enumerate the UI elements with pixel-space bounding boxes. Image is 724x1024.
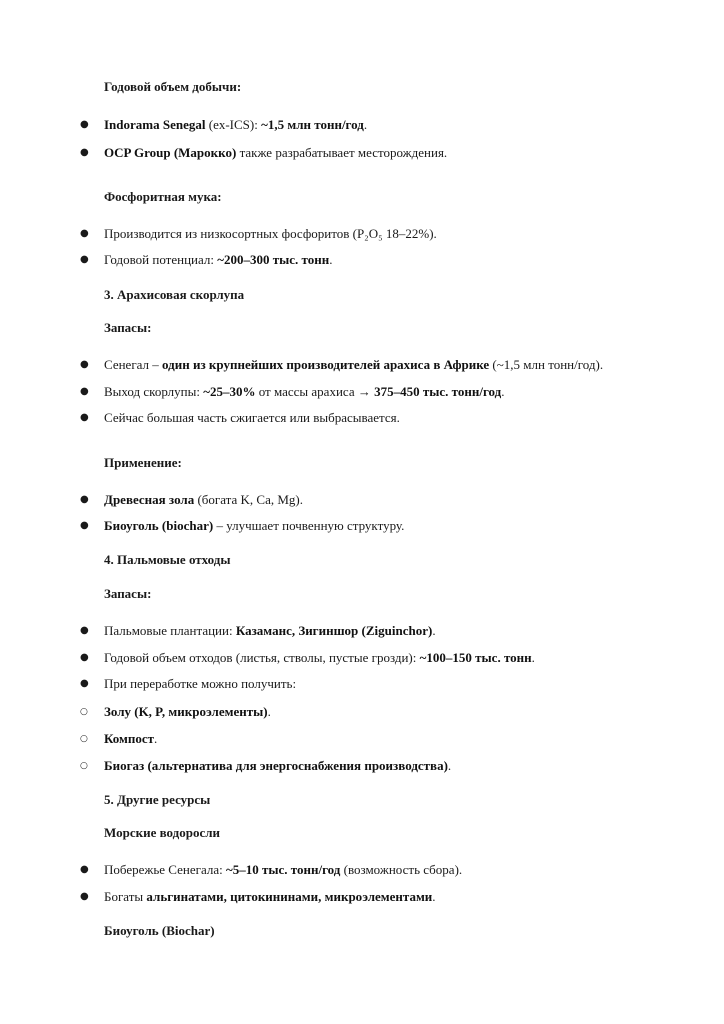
bullet-icon: ● xyxy=(80,652,89,663)
section-heading-peanut-shells: 3. Арахисовая скорлупа xyxy=(104,287,245,302)
bullet-icon: ● xyxy=(80,864,89,875)
bullet-icon: ● xyxy=(80,678,89,689)
bullet-icon: ● xyxy=(80,494,89,505)
bullet-icon: ● xyxy=(80,412,89,423)
section-heading-palm-waste: 4. Пальмовые отходы xyxy=(104,552,231,567)
sub-list-item: Золу (K, P, микроэлементы). xyxy=(104,704,271,719)
list-item: Пальмовые плантации: Казаманс, Зигиншор (Ziguinchor). xyxy=(104,623,436,638)
circle-bullet-icon: ○ xyxy=(80,734,88,744)
list-item: Выход скорлупы: ~25–30% от массы арахиса → 375–450 тыс. тонн/год. xyxy=(104,384,505,399)
list-item: Годовой объем отходов (листья, стволы, пустые грозди): ~100–150 тыс. тонн. xyxy=(104,650,535,665)
list-item: При переработке можно получить: xyxy=(104,676,297,691)
sub-list-item: Компост. xyxy=(104,731,158,746)
heading-application: Применение: xyxy=(104,455,182,470)
bullet-icon: ● xyxy=(80,891,89,902)
heading-biochar: Биоуголь (Biochar) xyxy=(104,923,215,938)
circle-bullet-icon: ○ xyxy=(80,707,88,717)
bullet-icon: ● xyxy=(80,254,89,265)
circle-bullet-icon: ○ xyxy=(80,761,88,771)
bullet-icon: ● xyxy=(80,386,89,397)
heading-annual-volume: Годовой объем добычи: xyxy=(104,79,242,94)
bullet-icon: ● xyxy=(80,147,89,158)
bullet-icon: ● xyxy=(80,359,89,370)
heading-phosphate-flour: Фосфоритная мука: xyxy=(104,189,222,204)
list-item: Сейчас большая часть сжигается или выбрасывается. xyxy=(104,410,400,425)
list-item: Производится из низкосортных фосфоритов (P₂O₅ 18–22%). xyxy=(104,226,437,241)
list-item: Сенегал – один из крупнейших производителей арахиса в Африке (~1,5 млн тонн/год). xyxy=(104,357,604,372)
list-item: Биоуголь (biochar) – улучшает почвенную структуру. xyxy=(104,518,405,533)
bullet-icon: ● xyxy=(80,520,89,531)
sub-list-item: Биогаз (альтернатива для энергоснабжения производства). xyxy=(104,758,452,773)
bullet-icon: ● xyxy=(80,625,89,636)
heading-seaweed: Морские водоросли xyxy=(104,825,221,840)
bullet-icon: ● xyxy=(80,119,89,130)
list-item: Побережье Сенегала: ~5–10 тыс. тонн/год (возможность сбора). xyxy=(104,862,463,877)
list-item: OCP Group (Марокко) также разрабатывает месторождения. xyxy=(104,145,448,160)
list-item: Богаты альгинатами, цитокининами, микроэлементами. xyxy=(104,889,436,904)
list-item: Древесная зола (богата K, Ca, Mg). xyxy=(104,492,304,507)
section-heading-other-resources: 5. Другие ресурсы xyxy=(104,792,211,807)
heading-reserves: Запасы: xyxy=(104,320,152,335)
list-item: Годовой потенциал: ~200–300 тыс. тонн. xyxy=(104,252,333,267)
heading-reserves: Запасы: xyxy=(104,586,152,601)
list-item: Indorama Senegal (ex-ICS): ~1,5 млн тонн/год. xyxy=(104,117,368,132)
bullet-icon: ● xyxy=(80,228,89,239)
